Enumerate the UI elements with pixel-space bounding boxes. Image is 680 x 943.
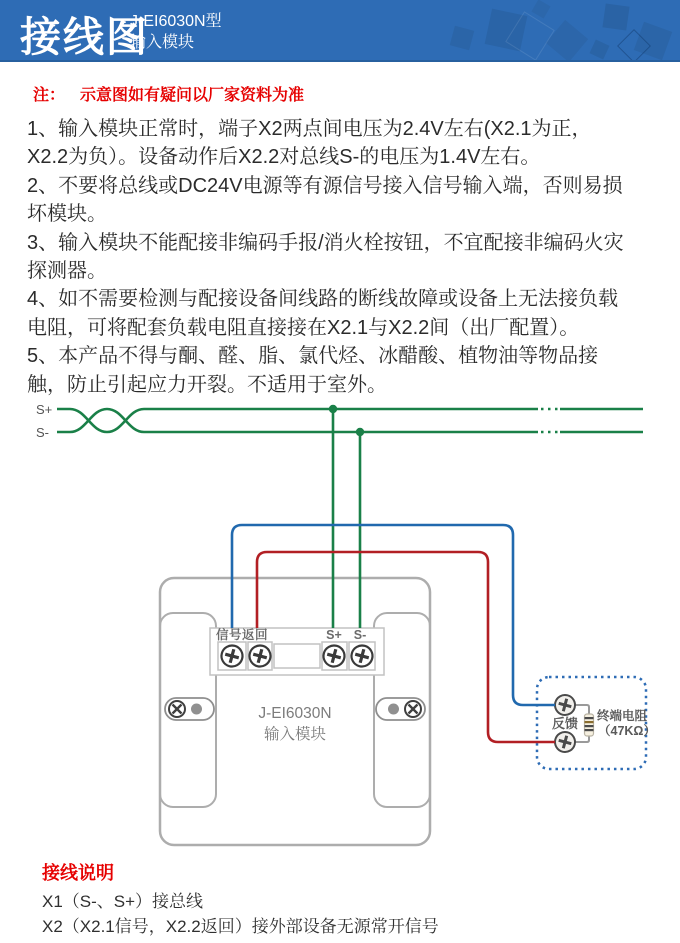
resistor-lead-bottom <box>575 736 589 742</box>
junction-dot <box>356 428 364 436</box>
footer-line-x1: X1（S-、S+）接总线 <box>42 892 204 911</box>
mounting-dot-icon <box>388 704 399 715</box>
terminal-label-signal-return: 信号返回 <box>216 628 269 642</box>
module-type-text: 输入模块 <box>263 726 327 743</box>
instruction-item-5: 5、本产品不得与酮、醛、脂、氯代烃、冰醋酸、植物油等物品接触，防止引起应力开裂。不适用于室外。 <box>27 345 599 396</box>
blank-terminal-slot <box>274 644 320 668</box>
decor-cube-icon <box>546 20 588 62</box>
instruction-item-4: 4、如不需要检测与配接设备间线路的断线故障或设备上无法接负载电阻，可将配套负载电阻直接接在X2.1与X2.2间（出厂配置）。 <box>27 288 619 339</box>
resistor-icon <box>585 714 594 736</box>
decor-cube-icon <box>531 0 550 19</box>
instruction-item-1: 1、输入模块正常时，端子X2两点间电压为2.4V左右(X2.1为正，X2.2为负）。设备动作后X2.2对总线S-的电压为1.4V左右。 <box>27 118 592 169</box>
module-body <box>160 578 430 845</box>
module-name-label: J-EI6030N <box>258 705 332 722</box>
decor-cube-icon <box>590 40 610 60</box>
header-subtitle <box>130 11 222 53</box>
wiring-diagram-svg <box>0 390 680 856</box>
mounting-screw-icon <box>169 701 185 717</box>
feedback-label: 反馈 <box>551 716 579 731</box>
left-mounting-slot <box>165 698 214 720</box>
note-prefix: 注： <box>33 87 66 104</box>
terminal-label-splus: S+ <box>326 628 342 642</box>
caution-note <box>33 82 680 105</box>
module-type-label: 输入模块 <box>130 34 195 51</box>
mounting-dot-icon <box>191 704 202 715</box>
instruction-item-3: 3、输入模块不能配接非编码手报/消火栓按钮，不宜配接非编码火灾探测器。 <box>27 231 624 283</box>
bus-wire-splus <box>57 409 538 432</box>
header <box>0 0 680 62</box>
wiring-explanation <box>42 859 439 939</box>
junction-dot <box>329 405 337 413</box>
bus-sminus-label: S- <box>36 425 49 440</box>
instruction-item-2: 2、不要将总线或DC24V电源等有源信号接入信号输入端，否则易损坏模块。 <box>27 174 623 226</box>
resistor-lead-top <box>575 705 589 714</box>
screw-terminal-icon <box>553 693 577 717</box>
model-name: J-EI6030N型 <box>130 13 222 30</box>
footer-line-x2: X2（X2.1信号，X2.2返回）接外部设备无源常开信号 <box>42 917 439 936</box>
screw-terminal-icon <box>553 730 577 754</box>
decor-cube-icon <box>450 26 474 50</box>
instruction-list <box>0 105 680 399</box>
decor-cube-icon <box>602 3 629 30</box>
bus-wire-sminus <box>57 409 538 432</box>
terminal-label-sminus: S- <box>353 628 367 642</box>
terminal-resistor-label: 终端电阻 <box>597 709 648 723</box>
mounting-screw-icon <box>405 701 421 717</box>
page-title: 接线图 <box>20 14 149 60</box>
footer-title: 接线说明 <box>42 863 114 883</box>
terminal-block <box>210 627 384 675</box>
note-text: 示意图如有疑问以厂家资料为准 <box>80 87 305 104</box>
wiring-diagram <box>0 390 680 856</box>
terminal-resistor-value: （47KΩ） <box>598 724 656 738</box>
bus-splus-label: S+ <box>36 402 53 417</box>
right-mounting-slot <box>376 698 425 720</box>
feedback-component <box>537 677 656 769</box>
